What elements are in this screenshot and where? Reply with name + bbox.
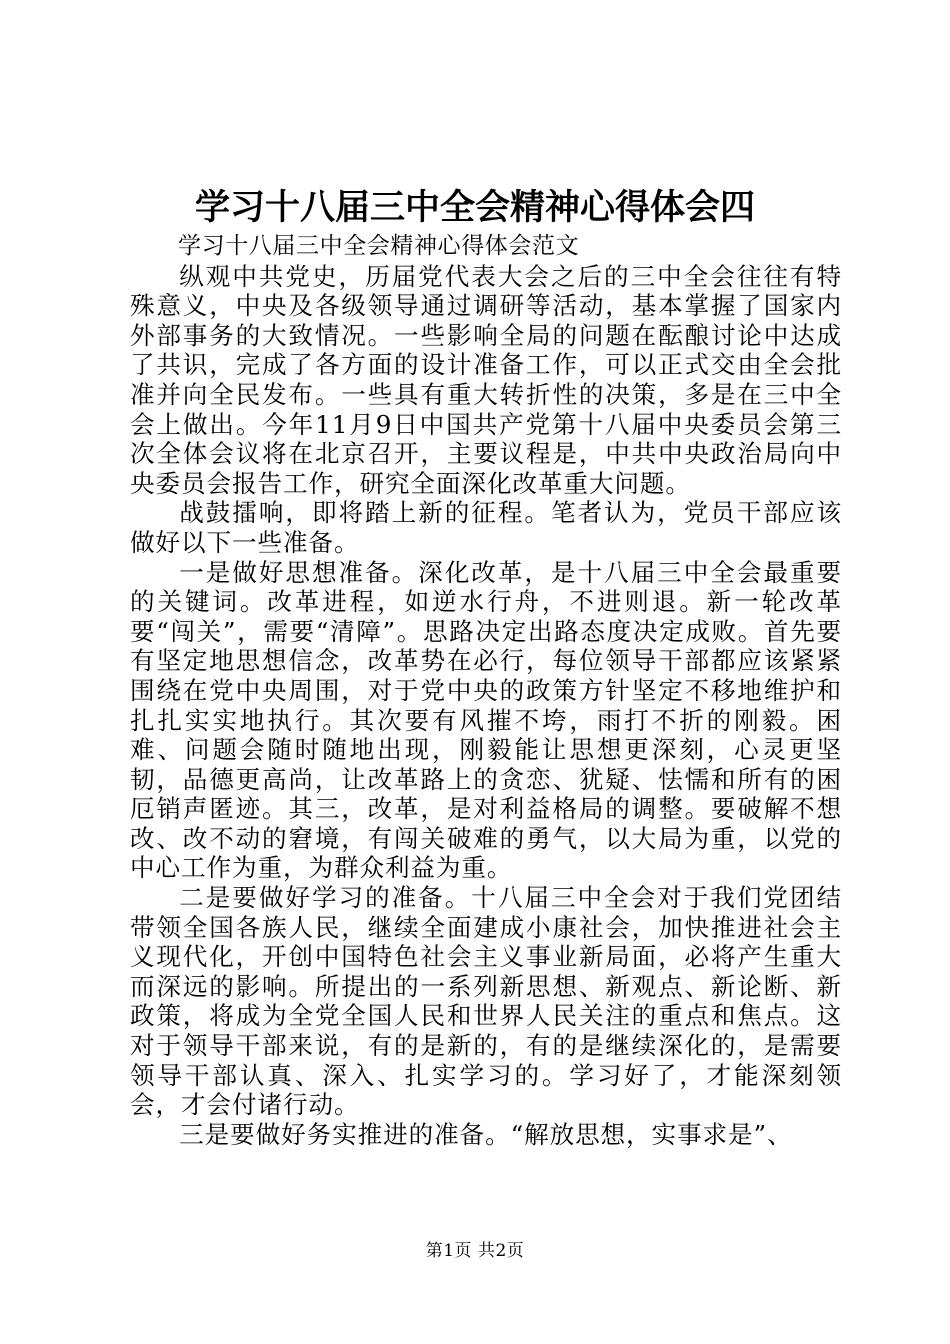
page-number-footer: 第1页 共2页 [425, 1241, 525, 1261]
paragraph: 三是要做好务实推进的准备。“解放思想，实事求是”、 [179, 1119, 793, 1149]
document-title: 学习十八届三中全会精神心得体会四 [194, 188, 755, 228]
paragraph: 战鼓擂响，即将踏上新的征程。笔者认为，党员干部应该做好以下一些准备。 [130, 498, 842, 557]
paragraph: 一是做好思想准备。深化改革，是十八届三中全会最重要的关键词。改革进程，如逆水行舟，不进则退。新一轮改革要“闯关”，需要“清障”。思路决定出路态度决定成败。首先要有坚定地思想信念，改革势在必行，每位领导干部都应该紧紧围绕在党中央周围，对于党中央的政策方针坚定不移地维护和扎扎实实地执行。其次要有风摧不垮，雨打不折的刚毅。困难、问题会随时随地出现，刚毅能让思想更深刻，心灵更坚韧，品德更高尚，让改革路上的贪恋、犹疑、怯懦和所有的困厄销声匿迹。其三，改革，是对利益格局的调整。要破解不想改、改不动的窘境，有闯关破难的勇气，以大局为重，以党的中心工作为重，为群众利益为重。 [130, 557, 842, 883]
document-subtitle: 学习十八届三中全会精神心得体会范文 [178, 233, 580, 259]
paragraph: 纵观中共党史，历届党代表大会之后的三中全会往往有特殊意义，中央及各级领导通过调研等活动，基本掌握了国家内外部事务的大致情况。一些影响全局的问题在酝酿讨论中达成了共识，完成了各方面的设计准备工作，可以正式交由全会批准并向全民发布。一些具有重大转折性的决策，多是在三中全会上做出。今年11月9日中国共产党第十八届中央委员会第三次全体会议将在北京召开，主要议程是，中共中央政治局向中央委员会报告工作，研究全面深化改革重大问题。 [130, 261, 842, 498]
paragraph: 二是要做好学习的准备。十八届三中全会对于我们党团结带领全国各族人民，继续全面建成小康社会，加快推进社会主义现代化，开创中国特色社会主义事业新局面，必将产生重大而深远的影响。所提出的一系列新思想、新观点、新论断、新政策，将成为全党全国人民和世界人民关注的重点和焦点。这对于领导干部来说，有的是新的，有的是继续深化的，是需要领导干部认真、深入、扎实学习的。学习好了，才能深刻领会，才会付诸行动。 [130, 883, 842, 1120]
document-body [130, 232, 842, 1149]
